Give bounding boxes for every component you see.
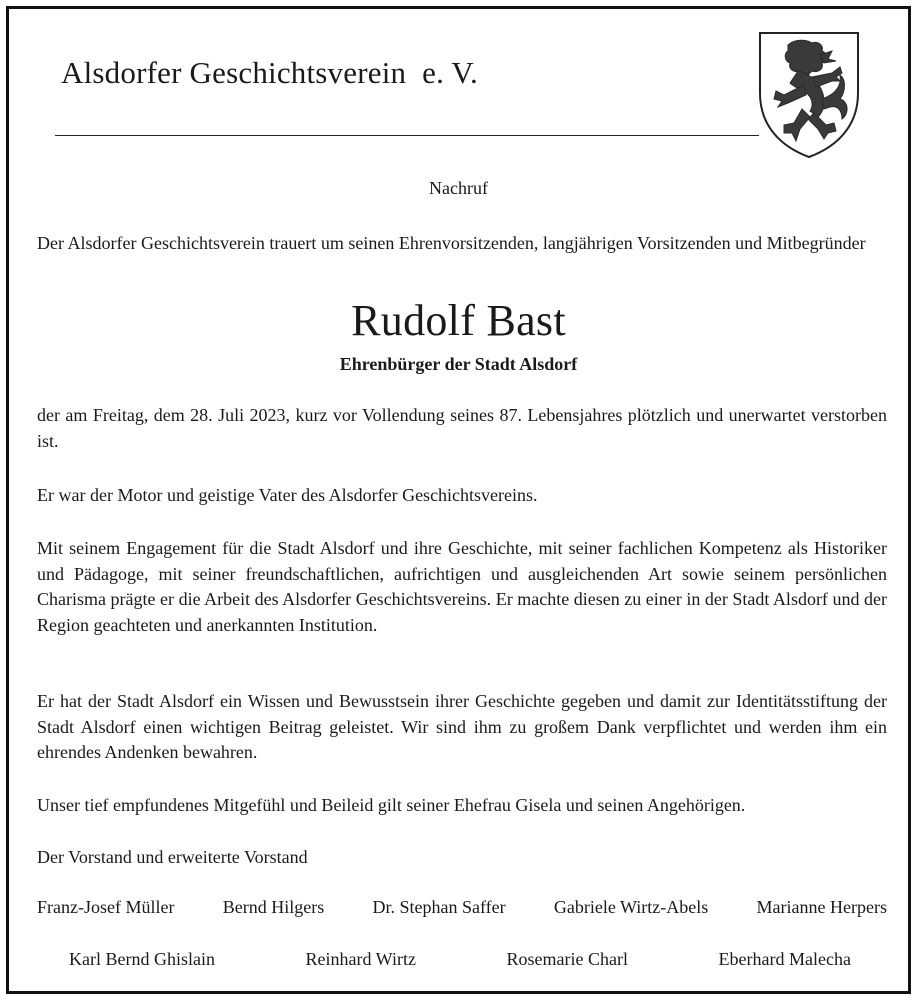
paragraph-motor: Er war der Motor und geistige Vater des Alsdorfer Geschichtsvereins. — [37, 485, 538, 505]
paragraph-death-date: der am Freitag, dem 28. Juli 2023, kurz vor Vollendung seines 87. Lebensjahres plötzlich und unerwartet verstorben ist. — [37, 405, 887, 451]
organization-name: Alsdorfer Geschichtsverein e. V. — [61, 55, 478, 90]
coat-of-arms-lion-icon — [754, 29, 864, 161]
honor-title: Ehrenbürger der Stadt Alsdorf — [339, 354, 578, 374]
signatory-name: Eberhard Malecha — [718, 949, 851, 969]
signatory-name: Dr. Stephan Saffer — [372, 897, 506, 917]
signatory-name: Marianne Herpers — [756, 897, 887, 917]
signatories-row-2 — [69, 949, 851, 970]
signatory-name: Rosemarie Charl — [506, 949, 628, 969]
paragraph-engagement: Mit seinem Engagement für die Stadt Alsdorf und ihre Geschichte, mit seiner fachlichen Kompetenz als Historiker und Pädagoge, mit seiner freundschaftlichen, aufrichtigen und ausgleichenden Art sowie seinem persönlichen Charisma prägte er die Arbeit des Alsdorfer Geschichtsvereins. Er machte diesen zu einer in der Stadt Alsdorf und der Region geachteten und anerkannten Institution. — [37, 538, 887, 635]
paragraph-condolences: Unser tief empfundenes Mitgefühl und Beileid gilt seiner Ehefrau Gisela und seinen Angehörigen. — [37, 795, 746, 815]
signatory-name: Karl Bernd Ghislain — [69, 949, 215, 969]
obituary-notice — [9, 9, 908, 991]
signatory-name: Bernd Hilgers — [222, 897, 325, 917]
notice-frame — [6, 6, 911, 994]
paragraph-gratitude: Er hat der Stadt Alsdorf ein Wissen und Bewusstsein ihrer Geschichte gegeben und damit zur Identitätsstiftung der Stadt Alsdorf einen wichtigen Beitrag geleistet. Wir sind ihm zu großem Dank verpflichtet und werden ihm ein ehrendes Andenken bewahren. — [37, 691, 887, 762]
intro-text: Der Alsdorfer Geschichtsverein trauert um seinen Ehrenvorsitzenden, langjährigen Vorsitzenden und Mitbegründer — [37, 233, 866, 253]
signatory-name: Gabriele Wirtz-Abels — [553, 897, 709, 917]
notice-title: Nachruf — [429, 178, 488, 198]
signatory-name: Franz-Josef Müller — [37, 897, 175, 917]
signoff-text: Der Vorstand und erweiterte Vorstand — [37, 847, 308, 867]
deceased-name: Rudolf Bast — [351, 296, 566, 345]
signatories-row-1 — [37, 897, 887, 918]
signatory-name: Reinhard Wirtz — [305, 949, 416, 969]
header-divider — [55, 135, 759, 136]
